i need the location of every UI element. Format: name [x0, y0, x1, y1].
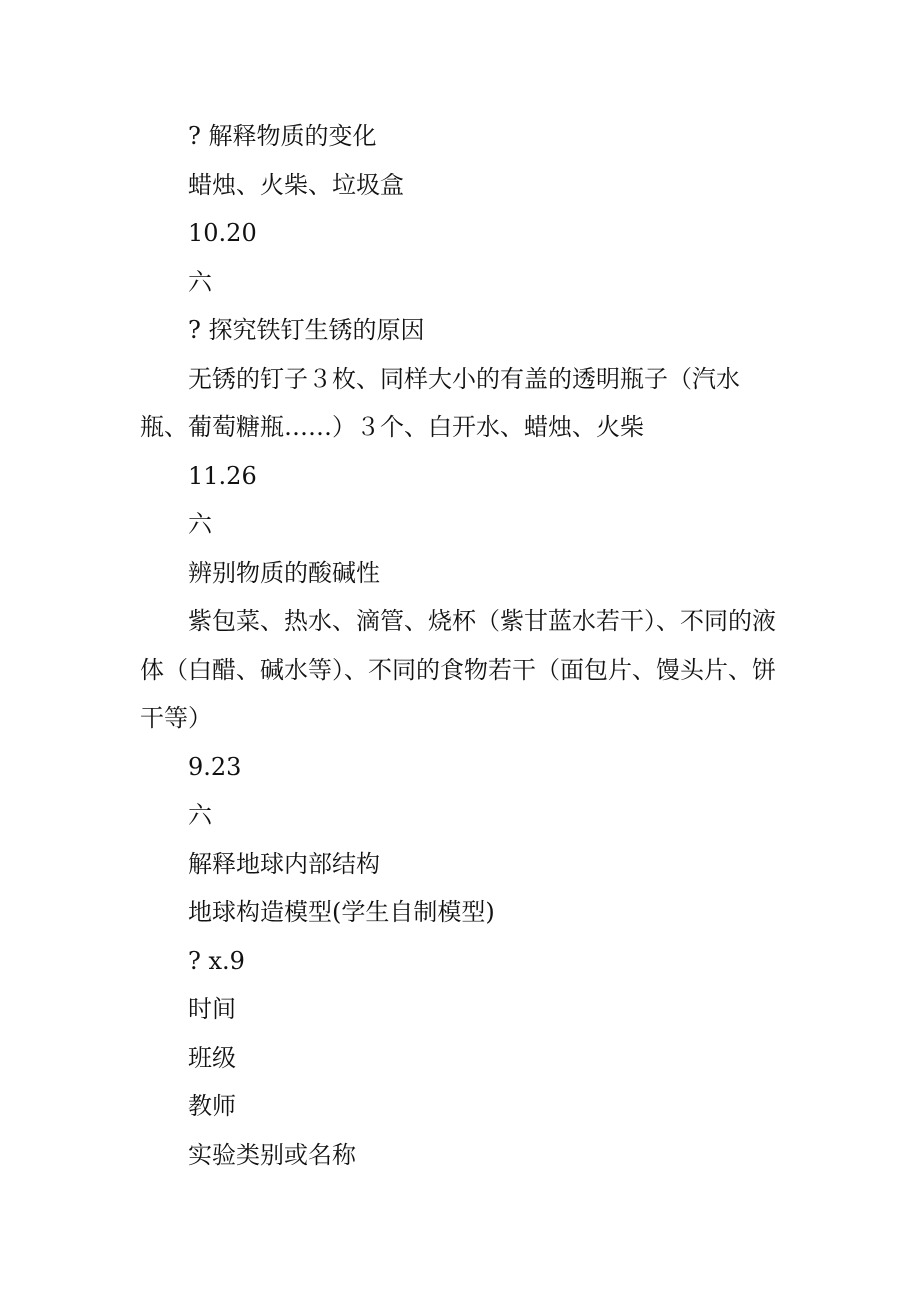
paragraph-header-experiment: 实验类别或名称 [188, 1140, 356, 1169]
paragraph-experiment-title: ? 探究铁钉生锈的原因 [188, 316, 425, 344]
paragraph-header-time: 时间 [188, 995, 236, 1023]
paragraph-grade: 六 [188, 801, 212, 829]
paragraph-grade: 六 [188, 510, 212, 538]
paragraph-date: 10.20 [188, 219, 257, 247]
paragraph-materials: 无锈的钉子３枚、同样大小的有盖的透明瓶子（汽水瓶、葡萄糖瓶……）３个、白开水、蜡烛、火柴 [140, 364, 740, 441]
paragraph-date: ? x.9 [188, 946, 245, 975]
paragraph-materials: 紫包菜、热水、滴管、烧杯（紫甘蓝水若干）、不同的液体（白醋、碱水等）、不同的食物若干（面包片、馒头片、饼干等） [140, 607, 776, 732]
paragraph-header-class: 班级 [188, 1043, 236, 1072]
paragraph-materials: 蜡烛、火柴、垃圾盒 [188, 170, 404, 199]
paragraph-header-teacher: 教师 [188, 1092, 236, 1120]
paragraph-date: 11.26 [188, 461, 257, 490]
paragraph-grade: 六 [188, 267, 212, 296]
document-body [140, 112, 782, 1179]
paragraph-date: 9.23 [188, 752, 242, 781]
paragraph-materials: 地球构造模型(学生自制模型) [188, 898, 495, 926]
paragraph-experiment-title: 解释地球内部结构 [188, 849, 380, 878]
paragraph-experiment-title: 辨别物质的酸碱性 [188, 558, 380, 587]
paragraph-experiment-title: ? 解释物质的变化 [188, 122, 377, 150]
